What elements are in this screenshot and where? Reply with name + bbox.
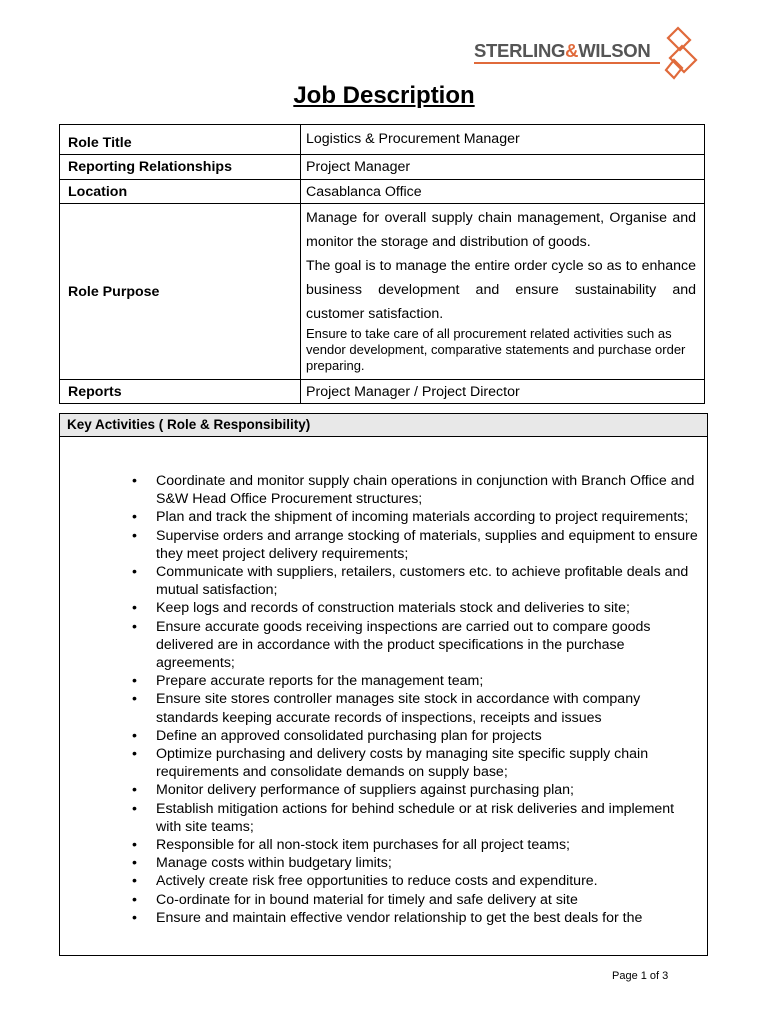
role-title-label: Role Title [60, 125, 301, 155]
list-item: • Prepare accurate reports for the management team; [60, 672, 707, 690]
location-label: Location [60, 180, 301, 204]
role-title-value: Logistics & Procurement Manager [301, 125, 705, 155]
list-item: • Ensure site stores controller manages site stock in accordance with company standards keeping accurate records of inspections, receipts and issues [60, 690, 707, 726]
page-title: Job Description [293, 82, 475, 109]
purpose-paragraph-1: Manage for overall supply chain management, Organise and monitor the storage and distribution of goods. [306, 210, 696, 250]
key-activities-list [60, 472, 707, 927]
list-item: • Manage costs within budgetary limits; [60, 854, 707, 872]
list-item: • Establish mitigation actions for behind schedule or at risk deliveries and implement with site teams; [60, 800, 707, 836]
table-row [60, 204, 705, 380]
list-item: • Coordinate and monitor supply chain operations in conjunction with Branch Office and S&W Head Office Procurement structures; [60, 472, 707, 508]
logo-mark-icon [660, 26, 702, 82]
role-info-table [59, 124, 705, 404]
logo-underline [474, 62, 660, 64]
table-row [60, 125, 705, 155]
company-logo [474, 26, 724, 82]
purpose-label: Role Purpose [60, 204, 301, 380]
list-item: • Keep logs and records of construction materials stock and deliveries to site; [60, 599, 707, 617]
list-item: • Co-ordinate for in bound material for timely and safe delivery at site [60, 891, 707, 909]
list-item: • Ensure and maintain effective vendor relationship to get the best deals for the [60, 909, 707, 927]
table-row [60, 155, 705, 180]
reporting-label: Reporting Relationships [60, 155, 301, 180]
location-value: Casablanca Office [301, 180, 705, 204]
list-item: • Plan and track the shipment of incoming materials according to project requirements; [60, 508, 707, 526]
purpose-paragraph-3: Ensure to take care of all procurement related activities such as vendor development, comparative statements and purchase order preparing. [306, 326, 686, 373]
purpose-paragraph-2: The goal is to manage the entire order cycle so as to enhance business development and ensure sustainability and customer satisfaction. [306, 258, 696, 322]
logo-wordmark: STERLING&WILSON [474, 40, 651, 61]
list-item: • Actively create risk free opportunities to reduce costs and expenditure. [60, 872, 707, 890]
table-row [60, 180, 705, 204]
key-activities-heading: Key Activities ( Role & Responsibility) [60, 414, 707, 437]
list-item: • Communicate with suppliers, retailers, customers etc. to achieve profitable deals and mutual satisfaction; [60, 563, 707, 599]
list-item: • Ensure accurate goods receiving inspections are carried out to compare goods delivered are in accordance with the product specifications in the purchase agreements; [60, 618, 707, 673]
list-item: • Supervise orders and arrange stocking of materials, supplies and equipment to ensure they meet project delivery requirements; [60, 527, 707, 563]
page-number: Page 1 of 3 [612, 970, 669, 982]
list-item: • Responsible for all non-stock item purchases for all project teams; [60, 836, 707, 854]
list-item: • Define an approved consolidated purchasing plan for projects [60, 727, 707, 745]
key-activities-box [59, 413, 708, 956]
reports-label: Reports [60, 380, 301, 404]
list-item: • Monitor delivery performance of suppliers against purchasing plan; [60, 781, 707, 799]
reporting-value: Project Manager [301, 155, 705, 180]
reports-value: Project Manager / Project Director [301, 380, 705, 404]
list-item: • Optimize purchasing and delivery costs by managing site specific supply chain requirements and consolidate demands on supply base; [60, 745, 707, 781]
table-row [60, 380, 705, 404]
purpose-cell [301, 204, 705, 380]
